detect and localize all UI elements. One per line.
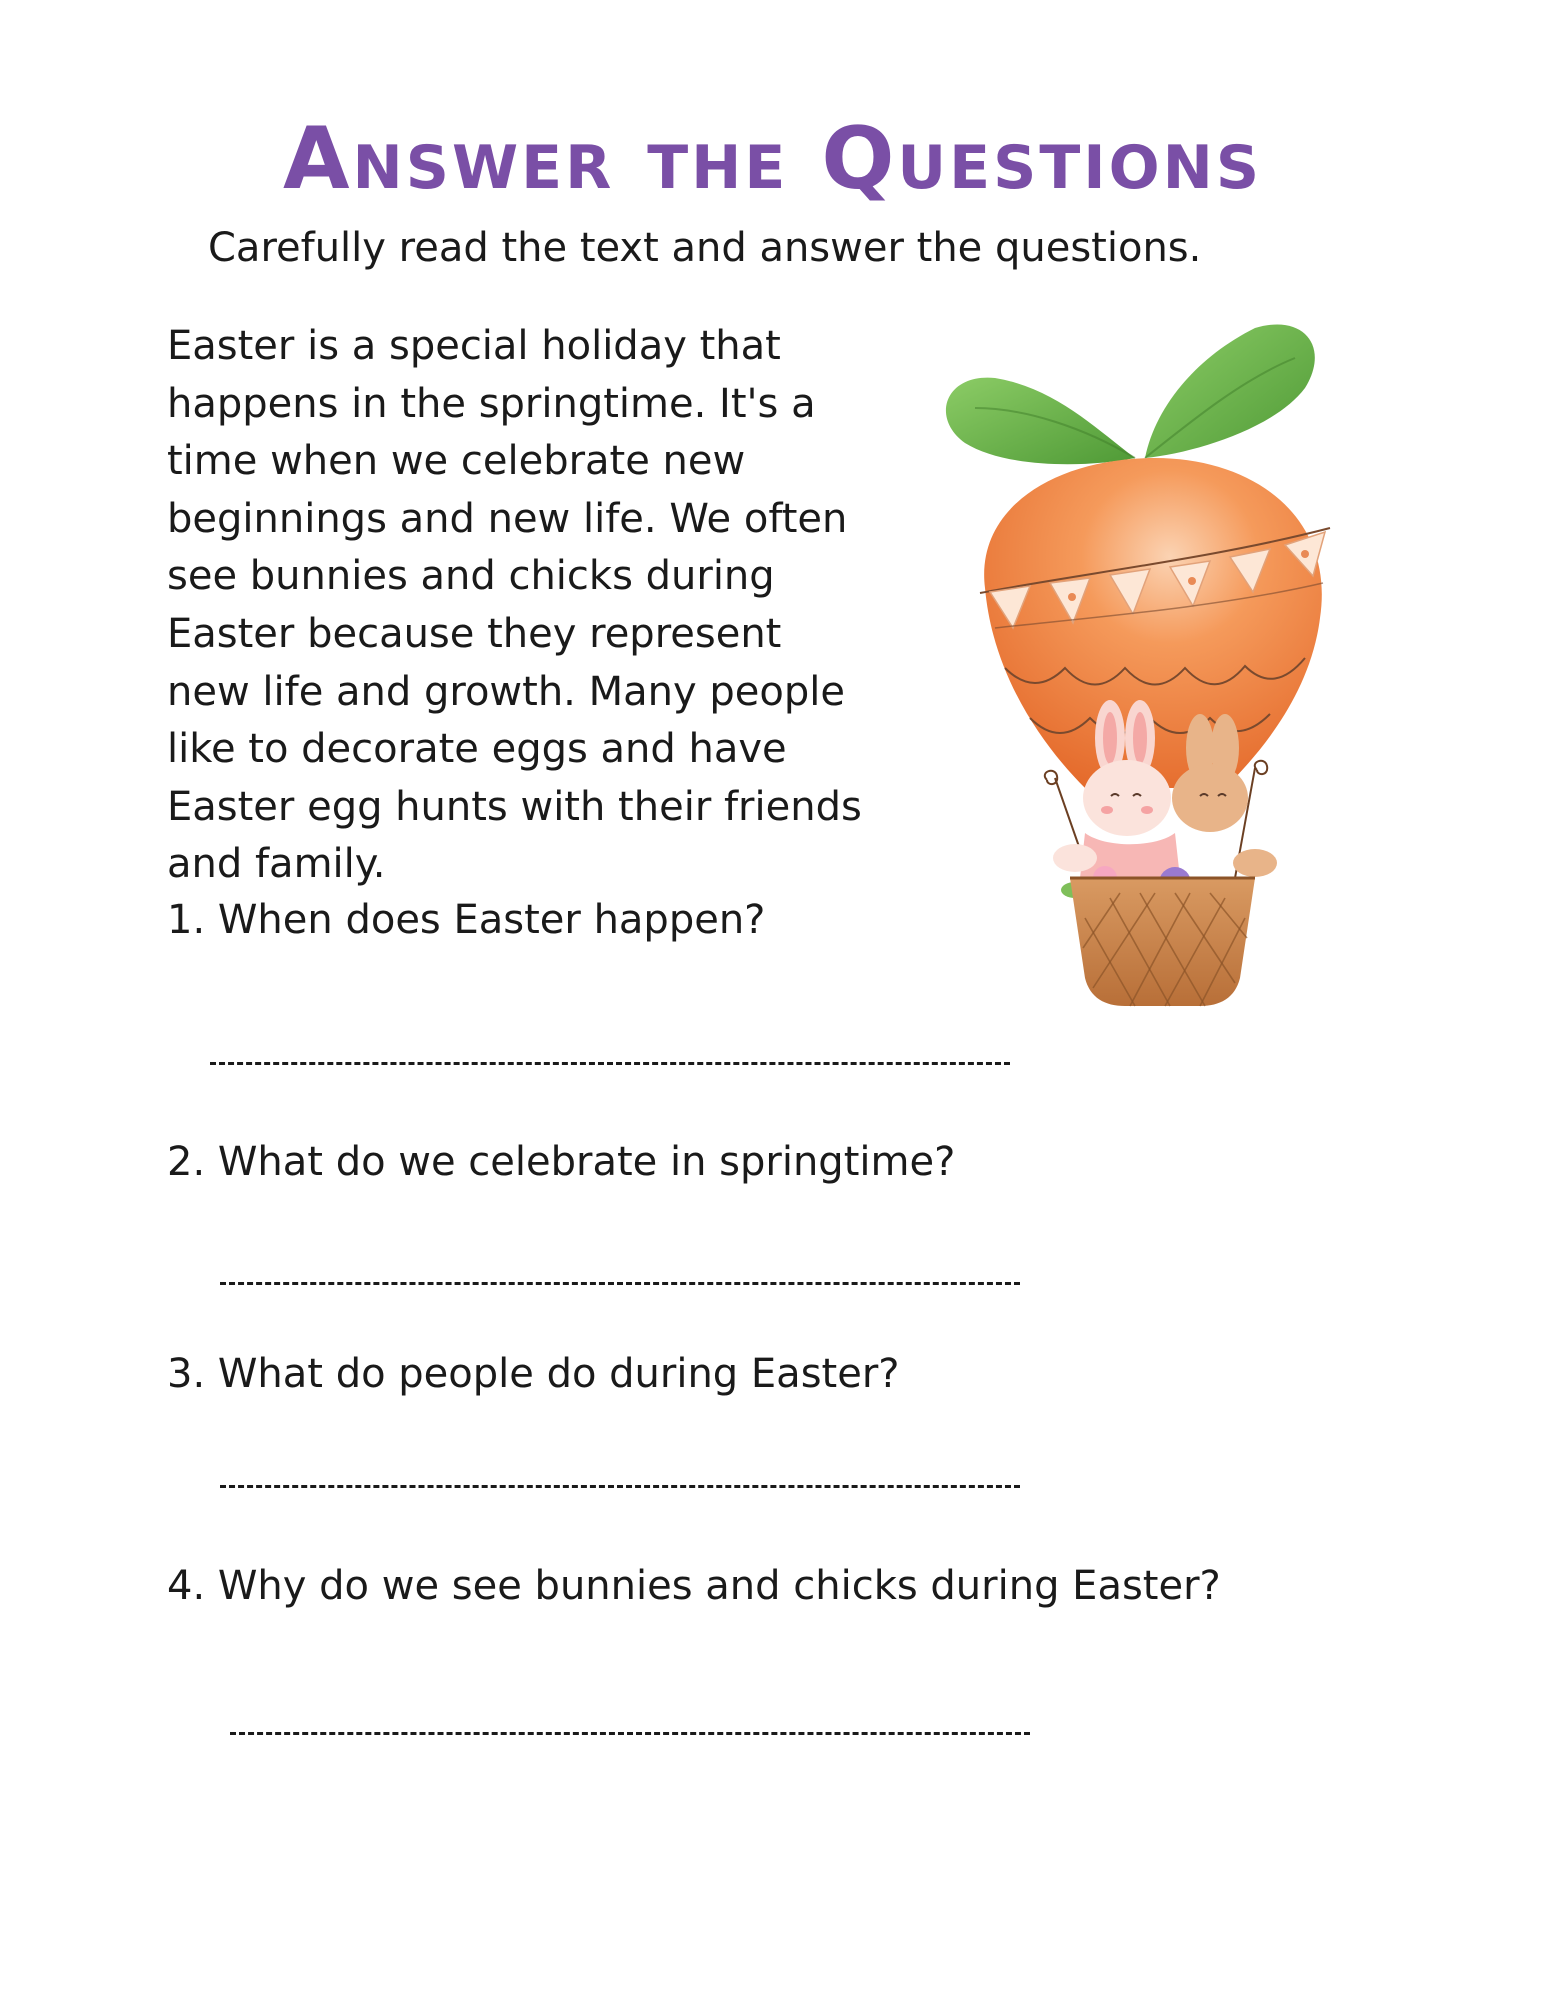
passage-line: beginnings and new life. We often <box>167 495 848 542</box>
instruction-text: Carefully read the text and answer the questions. <box>208 225 1202 271</box>
answer-line-2[interactable] <box>220 1282 1020 1285</box>
answer-line-4[interactable] <box>230 1732 1030 1735</box>
worksheet-title: Answer the Questions <box>282 109 1263 209</box>
question-4: 4. Why do we see bunnies and chicks during Easter? <box>167 1563 1221 1609</box>
question-3: 3. What do people do during Easter? <box>167 1351 900 1397</box>
passage-line: Easter egg hunts with their friends <box>167 783 862 830</box>
passage-line: time when we celebrate new <box>167 438 746 485</box>
passage-line: see bunnies and chicks during <box>167 553 775 600</box>
passage-line: happens in the springtime. It's a <box>167 380 816 427</box>
question-1: 1. When does Easter happen? <box>167 897 766 943</box>
carrot-balloon-illustration <box>935 318 1355 1008</box>
answer-line-1[interactable] <box>210 1062 1010 1065</box>
passage-line: Easter because they represent <box>167 610 782 657</box>
answer-line-3[interactable] <box>220 1485 1020 1488</box>
passage-line: Easter is a special holiday that <box>167 323 781 369</box>
passage-line: and family. <box>167 841 386 888</box>
question-2: 2. What do we celebrate in springtime? <box>167 1139 956 1185</box>
passage-line: new life and growth. Many people <box>167 668 845 715</box>
carrot-hot-air-balloon-with-bunnies-icon <box>935 318 1355 1008</box>
reading-passage <box>167 318 867 894</box>
passage-line: like to decorate eggs and have <box>167 726 787 773</box>
